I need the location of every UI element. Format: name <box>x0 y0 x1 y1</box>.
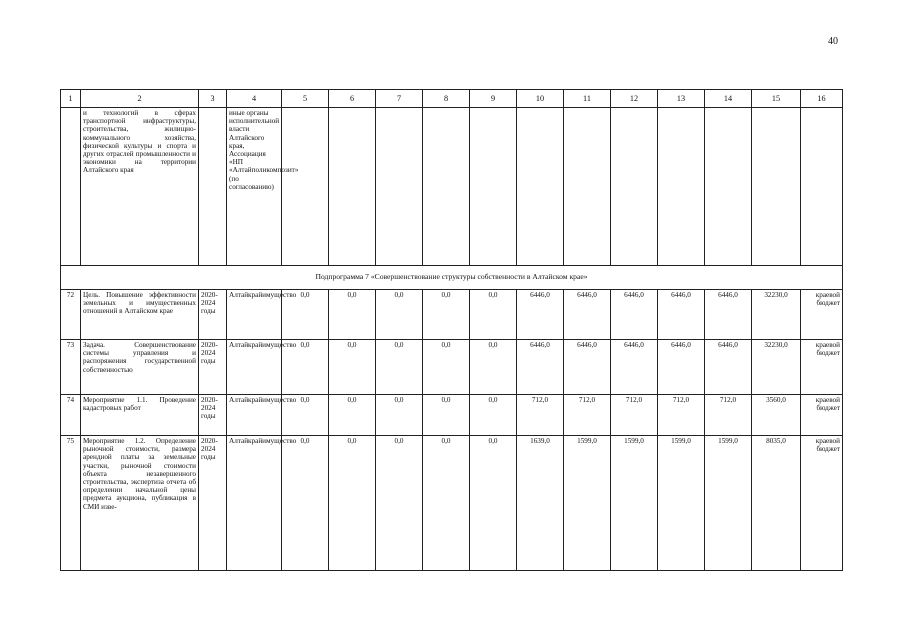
column-header: 15 <box>752 90 801 108</box>
value-cell: 0,0 <box>470 436 517 571</box>
column-header: 6 <box>329 90 376 108</box>
value-cell: 0,0 <box>470 340 517 395</box>
years-cell: 2020-2024 годы <box>199 436 227 571</box>
value-cell: 0,0 <box>282 395 329 436</box>
value-cell: 6446,0 <box>564 340 611 395</box>
value-cell: 6446,0 <box>564 290 611 340</box>
value-cell: 6446,0 <box>658 290 705 340</box>
empty-cell <box>705 108 752 266</box>
value-cell: 0,0 <box>470 395 517 436</box>
value-cell: 1599,0 <box>564 436 611 571</box>
value-cell: 3560,0 <box>752 395 801 436</box>
description-cell: Цель. Повышение эффективности земельных и имущественных отношений в Алтайском крае <box>81 290 199 340</box>
value-cell: 0,0 <box>282 290 329 340</box>
column-header: 2 <box>81 90 199 108</box>
empty-cell <box>752 108 801 266</box>
continuation-row <box>61 108 843 266</box>
years-cell <box>199 108 227 266</box>
years-cell: 2020-2024 годы <box>199 340 227 395</box>
empty-cell <box>801 108 843 266</box>
description-cell: Задача. Совершенствование системы управления и распоряжения государственной собственностью <box>81 340 199 395</box>
executor-cell: Алтайкрайимущество <box>227 340 282 395</box>
value-cell: 0,0 <box>329 395 376 436</box>
value-cell: 0,0 <box>423 395 470 436</box>
table-row <box>61 290 843 340</box>
value-cell: 0,0 <box>376 290 423 340</box>
value-cell: 1639,0 <box>517 436 564 571</box>
row-number-cell: 72 <box>61 290 81 340</box>
value-cell: 712,0 <box>658 395 705 436</box>
program-table <box>60 89 843 571</box>
value-cell: 0,0 <box>282 340 329 395</box>
value-cell: 0,0 <box>329 340 376 395</box>
table-row <box>61 436 843 571</box>
empty-cell <box>376 108 423 266</box>
row-number-cell: 73 <box>61 340 81 395</box>
value-cell: 1599,0 <box>705 436 752 571</box>
column-header: 11 <box>564 90 611 108</box>
executor-cell: Алтайкрайимущество <box>227 436 282 571</box>
value-cell: 0,0 <box>282 436 329 571</box>
value-cell: 6446,0 <box>517 290 564 340</box>
header-row <box>61 90 843 108</box>
row-number-cell: 75 <box>61 436 81 571</box>
executor-cell: Алтайкрайимущество <box>227 290 282 340</box>
value-cell: 0,0 <box>470 290 517 340</box>
value-cell: 6446,0 <box>705 290 752 340</box>
value-cell: 32230,0 <box>752 290 801 340</box>
table-row <box>61 340 843 395</box>
column-header: 13 <box>658 90 705 108</box>
value-cell: 6446,0 <box>611 290 658 340</box>
value-cell: 6446,0 <box>611 340 658 395</box>
value-cell: 0,0 <box>329 436 376 571</box>
column-header: 16 <box>801 90 843 108</box>
column-header: 7 <box>376 90 423 108</box>
column-header: 10 <box>517 90 564 108</box>
value-cell: 1599,0 <box>658 436 705 571</box>
source-cell: краевой бюджет <box>801 290 843 340</box>
table-body <box>61 90 843 571</box>
column-header: 4 <box>227 90 282 108</box>
column-header: 14 <box>705 90 752 108</box>
executor-cell: Алтайкрайимущество <box>227 395 282 436</box>
value-cell: 712,0 <box>517 395 564 436</box>
row-number-cell <box>61 108 81 266</box>
value-cell: 6446,0 <box>517 340 564 395</box>
empty-cell <box>564 108 611 266</box>
table-row <box>61 395 843 436</box>
value-cell: 6446,0 <box>658 340 705 395</box>
source-cell: краевой бюджет <box>801 395 843 436</box>
source-cell: краевой бюджет <box>801 436 843 571</box>
description-cell: Мероприятие 1.2. Определение рыночной стоимости, размера арендной платы за земельные участки, рыночной стоимости объекта незавершенного строительства, экспертиза отчета об определении начальной цены предмета аукциона, публикация в СМИ изве- <box>81 436 199 571</box>
page-number: 40 <box>828 36 838 47</box>
column-header: 3 <box>199 90 227 108</box>
value-cell: 32230,0 <box>752 340 801 395</box>
value-cell: 712,0 <box>611 395 658 436</box>
subprogram-row <box>61 266 843 290</box>
years-cell: 2020-2024 годы <box>199 395 227 436</box>
empty-cell <box>611 108 658 266</box>
value-cell: 712,0 <box>705 395 752 436</box>
column-header: 1 <box>61 90 81 108</box>
empty-cell <box>658 108 705 266</box>
column-header: 9 <box>470 90 517 108</box>
value-cell: 0,0 <box>329 290 376 340</box>
value-cell: 0,0 <box>423 290 470 340</box>
empty-cell <box>282 108 329 266</box>
row-number-cell: 74 <box>61 395 81 436</box>
description-cell: и технологий в сферах транспортной инфраструктуры, строительства, жилищно-коммунального хозяйства, физической культуры и спорта и других отраслей промышленности и экономики на территории Алтайского края <box>81 108 199 266</box>
years-cell: 2020-2024 годы <box>199 290 227 340</box>
empty-cell <box>423 108 470 266</box>
value-cell: 6446,0 <box>705 340 752 395</box>
value-cell: 1599,0 <box>611 436 658 571</box>
subprogram-title: Подпрограмма 7 «Совершенствование структуры собственности в Алтайском крае» <box>61 266 843 290</box>
empty-cell <box>517 108 564 266</box>
column-header: 12 <box>611 90 658 108</box>
value-cell: 712,0 <box>564 395 611 436</box>
value-cell: 0,0 <box>423 436 470 571</box>
value-cell: 8035,0 <box>752 436 801 571</box>
value-cell: 0,0 <box>376 395 423 436</box>
value-cell: 0,0 <box>423 340 470 395</box>
value-cell: 0,0 <box>376 436 423 571</box>
source-cell: краевой бюджет <box>801 340 843 395</box>
executor-cell: иные органы исполнительной власти Алтайского края, Ассоциация «НП «Алтайполикомпозит» (по согласованию) <box>227 108 282 266</box>
column-header: 8 <box>423 90 470 108</box>
description-cell: Мероприятие 1.1. Проведение кадастровых работ <box>81 395 199 436</box>
empty-cell <box>470 108 517 266</box>
value-cell: 0,0 <box>376 340 423 395</box>
empty-cell <box>329 108 376 266</box>
column-header: 5 <box>282 90 329 108</box>
